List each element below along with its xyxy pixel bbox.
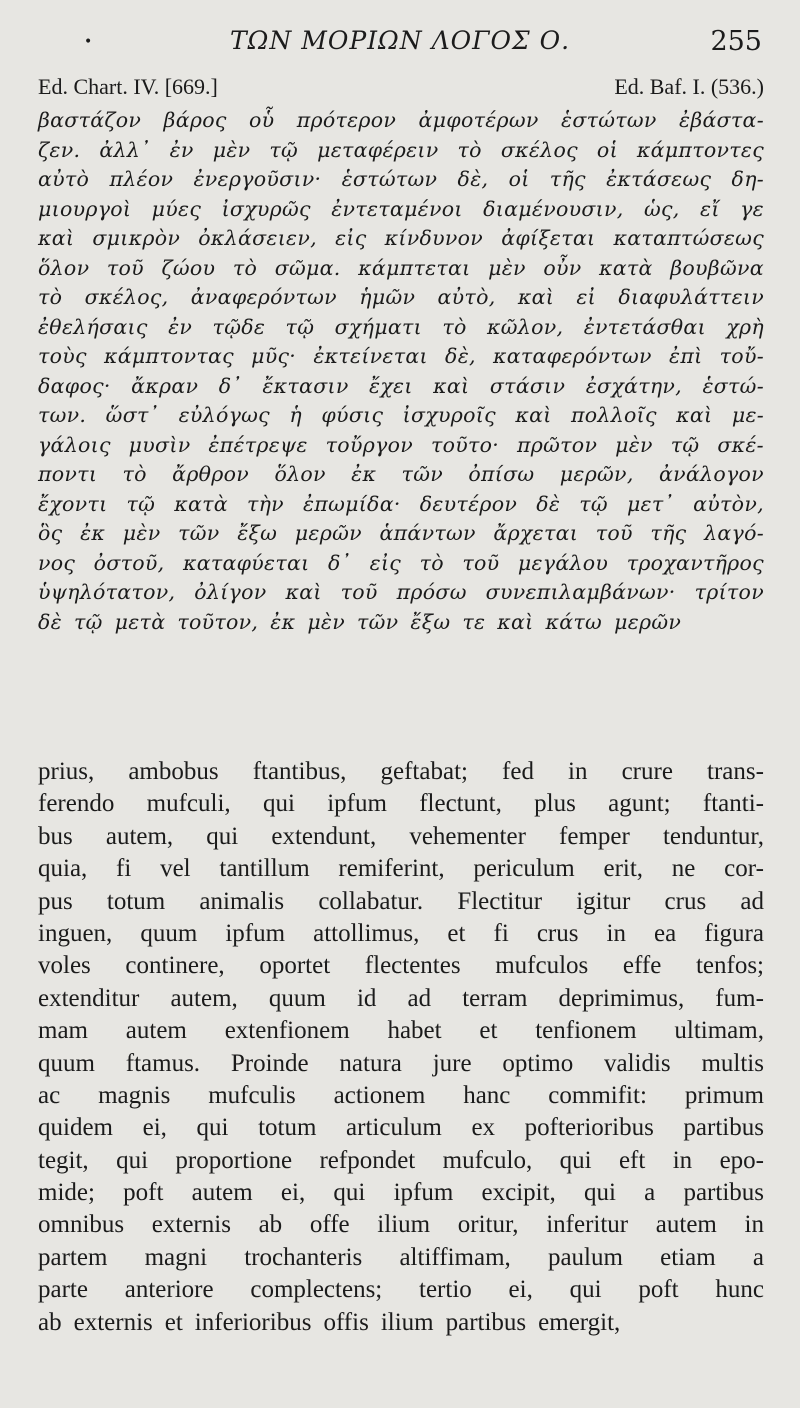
latin-text-line: parte anteriore complectens; tertio ei, qui poft hunc [38,1276,764,1304]
latin-text-line: ferendo mufculi, qui ipfum flectunt, plus agunt; ftanti- [38,790,764,818]
latin-text-line: ab externis et inferioribus offis ilium partibus emergit, [38,1308,621,1336]
latin-text-line: quum ftamus. Proinde natura jure optimo validis multis [38,1049,764,1077]
latin-text-line: quidem ei, qui totum articulum ex pofterioribus partibus [38,1114,764,1142]
greek-text-line: ὑψηλότατον, ὀλίγον καὶ τοῦ πρόσω συνεπιλαμβάνων· τρίτον [38,580,764,604]
latin-text-line: mide; poft autem ei, qui ipfum excipit, qui a partibus [38,1179,764,1207]
running-head [0,26,800,60]
latin-text-line: tegit, qui proportione refpondet mufculo, qui eft in epo- [38,1146,764,1174]
page-number: 255 [710,26,762,57]
latin-text-line: ac magnis mufculis actionem hanc commifit: primum [38,1081,764,1109]
latin-text-line: mam autem extenfionem habet et tenfionem ultimam, [38,1017,764,1045]
greek-text-line: τοὺς κάμπτοντας μῦς· ἐκτείνεται δὲ, καταφερόντων ἐπὶ τοὔ- [38,344,764,368]
latin-text-block [38,756,764,1339]
greek-text-line: ὃς ἐκ μὲν τῶν ἔξω μερῶν ἁπάντων ἄρχεται τοῦ τῆς λαγό- [38,521,764,545]
latin-text-line: partem magni trochanteris altiffimam, paulum etiam a [38,1243,764,1271]
latin-text-line: extenditur autem, quum id ad terram deprimimus, fum- [38,984,764,1012]
latin-text-line: pus totum animalis collabatur. Flectitur igitur crus ad [38,887,764,915]
greek-text-line: ποντι τὸ ἄρθρον ὅλον ἐκ τῶν ὀπίσω μερῶν, ἀνάλογον [38,462,764,486]
greek-text-block [38,106,764,637]
greek-text-line: καὶ σμικρὸν ὀκλάσειεν, εἰς κίνδυνον ἀφίξεται καταπτώσεως [38,226,764,250]
greek-text-line: ὅλον τοῦ ζώου τὸ σῶμα. κάμπτεται μὲν οὖν κατὰ βουβῶνα [38,255,764,280]
edition-reference-right: Ed. Baf. I. (536.) [614,74,764,99]
greek-text-line: νος ὀστοῦ, καταφύεται δ᾽ εἰς τὸ τοῦ μεγάλου τροχαντῆρος [38,550,764,575]
edition-references [38,74,764,104]
edition-reference-left: Ed. Chart. IV. [669.] [38,74,218,99]
greek-text-line: ἔχοντι τῷ κατὰ τὴν ἐπωμίδα· δευτέρον δὲ τῷ μετ᾽ αὐτὸν, [38,491,764,516]
greek-text-line: βαστάζον βάρος οὗ πρότερον ἀμφοτέρων ἑστώτων ἐβάστα- [38,108,764,132]
greek-text-line: των. ὥστ᾽ εὐλόγως ἡ φύσις ἰσχυροῖς καὶ πολλοῖς καὶ με- [38,403,764,427]
latin-text-line: prius, ambobus ftantibus, geftabat; fed in crure trans- [38,758,764,785]
latin-text-line: voles continere, oportet flectentes mufculos effe tenfos; [38,952,764,980]
greek-text-line: τὸ σκέλος, ἀναφερόντων ἡμῶν αὐτὸ, καὶ εἰ διαφυλάττειν [38,285,764,309]
latin-text-line: quia, fi vel tantillum remiferint, periculum erit, ne cor- [38,855,764,883]
greek-text-line: γάλοις μυσὶν ἐπέτρεψε τοὔργον τοῦτο· πρῶτον μὲν τῷ σκέ- [38,432,764,457]
greek-text-line: μιουργοὶ μύες ἰσχυρῶς ἐντεταμένοι διαμένουσιν, ὡς, εἴ γε [38,196,764,221]
latin-text-line: omnibus externis ab offe ilium oritur, inferitur autem in [38,1211,764,1239]
latin-text-line: bus autem, qui extendunt, vehementer femper tenduntur, [38,822,764,850]
greek-text-line: αὐτὸ πλέον ἐνεργοῦσιν· ἑστώτων δὲ, οἱ τῆς ἐκτάσεως δη- [38,167,764,191]
latin-text-line: inguen, quum ipfum attollimus, et fi crus in ea figura [38,919,764,947]
greek-text-line: δαφος· ἄκραν δ᾽ ἔκτασιν ἔχει καὶ στάσιν ἐσχάτην, ἑστώ- [38,373,764,398]
greek-text-line: δὲ τῷ μετὰ τοῦτον, ἐκ μὲν τῶν ἔξω τε καὶ κάτω μερῶν [38,609,682,634]
running-head-title: ΤΩΝ ΜΟΡΙΩΝ ΛΟΓΟΣ Ο. [230,26,571,55]
greek-text-line: ἐθελήσαις ἐν τῷδε τῷ σχήματι τὸ κῶλον, ἐντετάσθαι χρὴ [38,314,764,339]
running-head-mark: • [84,34,93,50]
greek-text-line: ζεν. ἀλλ᾽ ἐν μὲν τῷ μεταφέρειν τὸ σκέλος οἱ κάμπτοντες [38,137,764,162]
